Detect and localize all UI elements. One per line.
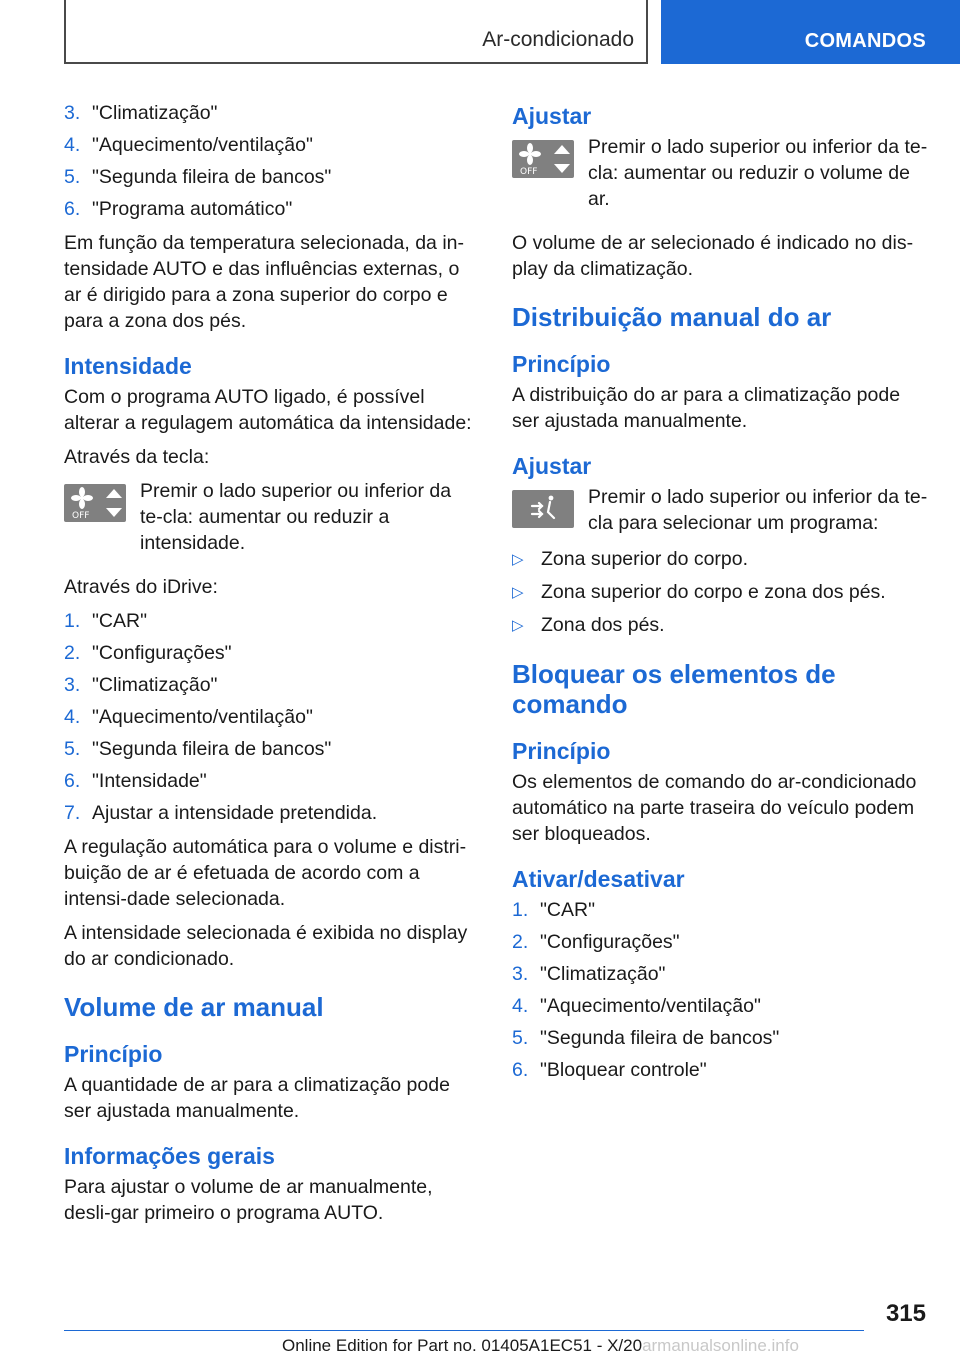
step-list-3 [512,897,932,1083]
key-instruction [512,484,932,536]
paragraph: A regulação automática para o volume e distri-buição de ar é efetuada de acordo com a intensi-dade selecionada. [64,836,467,910]
footer-divider [64,1330,864,1331]
heading-bloquear: Bloquear os elementos de comando [512,659,836,719]
key-instruction [512,134,932,212]
heading-principio: Princípio [512,738,611,764]
header-section-box [64,0,648,64]
chapter-tab-label: COMANDOS [804,30,926,52]
list-item: 6. "Bloquear controle" [512,1059,707,1081]
key-instruction-text: Premir o lado superior ou inferior da te-cla para selecionar um programa: [588,486,928,534]
triangle-bullet-icon: ▷ [512,584,524,601]
list-item: 6. "Intensidade" [64,770,207,792]
key-instruction [64,478,478,556]
list-item: 3. "Climatização" [512,963,666,985]
list-item: 2. "Configurações" [64,642,232,664]
heading-ajustar: Ajustar [512,453,592,479]
paragraph: Com o programa AUTO ligado, é possível alterar a regulagem automática da intensidade: [64,386,472,434]
step-list-2 [64,608,478,826]
list-item: 1. "CAR" [512,899,596,921]
key-instruction-text: Premir o lado superior ou inferior da te-cla: aumentar ou reduzir o volume de ar. [588,136,928,210]
paragraph: O volume de ar selecionado é indicado no dis-play da climatização. [512,232,914,280]
fan-rocker-key-icon [512,140,574,178]
heading-intensidade: Intensidade [64,353,192,379]
air-distribution-key-icon [512,490,574,528]
section-title: Ar-condicionado [482,28,634,51]
paragraph: Em função da temperatura selecionada, da in-tensidade AUTO e das influências externas, o ar é dirigido para a zona superior do corpo e para a zona dos pés. [64,232,464,332]
list-item: 3. "Climatização" [64,674,218,696]
list-item: 1. "CAR" [64,610,148,632]
left-column [64,100,478,1234]
paragraph: Através do iDrive: [64,576,218,598]
list-item: ▷ Zona dos pés. [512,612,932,639]
fan-rocker-key-icon [64,484,126,522]
list-item: 4. "Aquecimento/ventilação" [512,995,761,1017]
right-column [512,102,932,1091]
paragraph: Os elementos de comando do ar-condicionado automático na parte traseira do veículo podem ser bloqueados. [512,771,917,845]
list-item: ▷ Zona superior do corpo. [512,546,932,573]
paragraph: A quantidade de ar para a climatização pode ser ajustada manualmente. [64,1074,450,1122]
page-number: 315 [885,1300,926,1327]
heading-principio: Princípio [64,1041,163,1067]
list-item: 5. "Segunda fileira de bancos" [64,738,332,760]
svg-text:OFF: OFF [72,511,90,521]
list-item: 5. "Segunda fileira de bancos" [512,1027,780,1049]
paragraph: A intensidade selecionada é exibida no display do ar condicionado. [64,922,468,970]
paragraph: Através da tecla: [64,446,210,468]
paragraph: A distribuição do ar para a climatização pode ser ajustada manualmente. [512,384,901,432]
paragraph: Para ajustar o volume de ar manualmente, desli-gar primeiro o programa AUTO. [64,1176,433,1224]
triangle-bullet-icon: ▷ [512,617,524,634]
edition-text: Online Edition for Part no. 01405A1EC51 - X/20 [282,1336,643,1355]
watermark: armanualsonline.info [642,1336,799,1355]
triangle-bullet-icon: ▷ [512,551,524,568]
list-item: ▷ Zona superior do corpo e zona dos pés. [512,579,932,606]
list-item: 5. "Segunda fileira de bancos" [64,166,332,188]
heading-distribuicao: Distribuição manual do ar [512,302,832,332]
heading-ajustar: Ajustar [512,103,592,129]
list-item: 7. Ajustar a intensidade pretendida. [64,802,378,824]
heading-volume-de-ar: Volume de ar manual [64,992,324,1022]
heading-principio: Princípio [512,351,611,377]
heading-ativar-desativar: Ativar/desativar [512,866,685,892]
list-item: 3. "Climatização" [64,102,218,124]
svg-text:OFF: OFF [520,167,538,177]
list-item: 6. "Programa automático" [64,198,293,220]
heading-informacoes-gerais: Informações gerais [64,1143,275,1169]
key-instruction-text: Premir o lado superior ou inferior da te-cla: aumentar ou reduzir a intensidade. [140,480,452,554]
step-list-1 [64,100,478,222]
list-item: 2. "Configurações" [512,931,680,953]
footer-edition [282,1336,799,1356]
list-item: 4. "Aquecimento/ventilação" [64,134,313,156]
chapter-tab[interactable] [661,0,960,64]
list-item: 4. "Aquecimento/ventilação" [64,706,313,728]
zone-list [512,546,932,639]
